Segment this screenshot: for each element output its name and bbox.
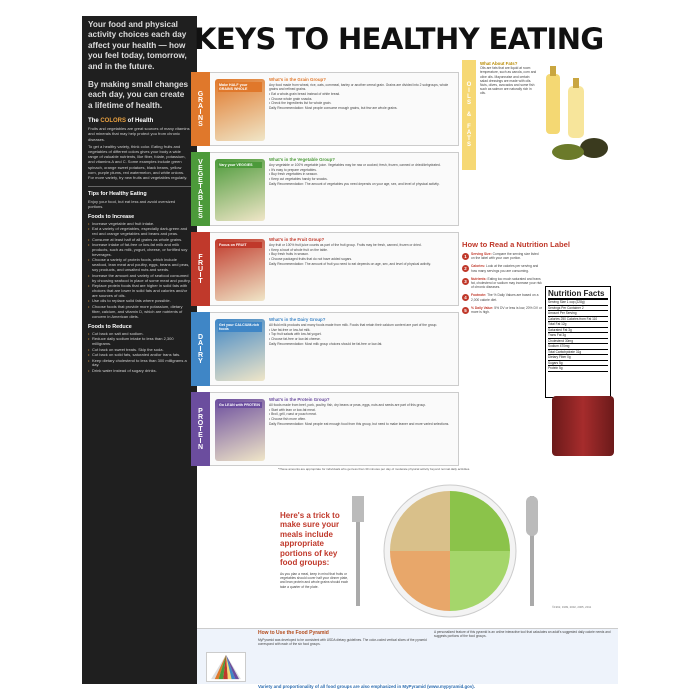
food-group-tab: DAIRY [191,312,210,386]
food-group-image [215,159,265,221]
step-text: Nutrients: Eating too much saturated and trans fat, cholesterol or sodium may increase your risk of chronic diseases. [471,276,542,290]
food-group-image [215,319,265,381]
step-number: 1 [462,253,469,260]
food-group-text [269,157,454,186]
food-group-tab: VEGETABLES [191,152,210,226]
food-group-image-label: Focus on FRUIT [218,242,262,248]
food-group-recommendation: Daily Recommendation: Most people eat enough food from this group, but need to make leaner and more varied selections. [269,421,450,426]
food-group-image [215,399,265,461]
food-group-recommendation: Daily Recommendation: The amount of fruit you need to eat depends on age, sex, and level of physical activity. [269,261,431,266]
food-group-text [269,397,454,426]
page-title: KEYS TO HEALTHY EATING [194,22,604,56]
nutrition-facts-row: Serving Size 1 cup (228g) [548,300,608,306]
food-group-tip: • Choose packaged fruits that do not have added sugars. [269,257,454,261]
nutrition-step [462,277,542,290]
food-group-fruit [197,232,459,306]
reduce-list [88,332,191,374]
reduce-item: • Cut back on sweet treats. Skip the soda. [88,348,191,353]
nutrition-facts-row: Dietary Fiber 0g [548,355,608,361]
nutrition-facts-row: Trans Fat 3g [548,333,608,339]
food-group-tip: • Start with lean or low-fat meat. [269,408,454,412]
step-number: 3 [462,278,469,285]
sidebar [82,16,197,684]
food-group-tip: • Check the ingredients list for whole grain. [269,101,454,105]
food-group-tip: • Choose whole grain snacks. [269,97,454,101]
increase-item: • Increase vegetable and fruit intake. [88,222,191,227]
increase-item: • Choose a variety of protein foods, which include seafood, lean meat and poultry, eggs, beans and peas, soy products, and unsalted nuts and seeds. [88,258,191,273]
nutrition-facts-label [545,286,611,398]
food-group-tip: • Eat a whole-grain bread instead of white bread. [269,92,454,96]
food-group-tip: • Broil, grill, roast or poach meat. [269,412,454,416]
food-group-tip: • Choose fish more often. [269,417,454,421]
reduce-item: • Reduce daily sodium intake to less than 2,300 milligrams. [88,337,191,347]
food-group-recommendation: Daily Recommendation: Most milk group choices should be fat-free or low-fat. [269,341,383,346]
increase-heading: Foods to Increase [88,213,135,220]
increase-item: • Increase the amount and variety of seafood consumed by choosing seafood in place of some meat and poultry. [88,274,191,284]
oils-heading: What About Fats? [480,61,518,66]
food-group-description: All fluid milk products and many foods made from milk. Foods that retain their calcium content are part of the group. [269,323,438,327]
trick-heading: Here's a trick to make sure your meals include appropriate portions of key food groups: [280,511,340,568]
food-group-tip: • Buy fresh vegetables in season. [269,172,454,176]
food-group-image-label: Get your CALCIUM-rich foods [218,322,262,332]
food-group-tip: • Use fat-free or low-fat milk. [269,328,454,332]
increase-item: • Use oils to replace solid fats where possible. [88,299,191,304]
colors-heading-highlight: COLORS [100,118,127,125]
trick-text: As you plan a meal, keep in mind that fruits or vegetables should cover half your dinner plate, and lean protein and whole grains should each take a quarter of the plate. [280,572,349,589]
food-group-tips [269,168,454,181]
nutrition-step [462,306,542,314]
colors-paragraph-1: Fruits and vegetables are great sources of many vitamins and minerals that may help protect you from chronic diseases. [88,126,190,142]
sidebar-intro-2: By making small changes each day, you can create a lifetime of health. [88,80,189,110]
reduce-item: • Cut back on solid fats, saturated and/or trans fats. [88,353,191,358]
nutrition-facts-row: Total Fat 12g [548,322,608,328]
food-group-description: Any fruit or 100% fruit juice counts as part of the fruit group. Fruits may be fresh, canned, frozen or dried. [269,243,422,247]
increase-item: • Consume at least half of all grains as whole grains. [88,238,191,243]
food-group-image-label: Vary your VEGGIES [218,162,262,168]
nutrition-facts-title: Nutrition Facts [548,289,608,300]
sidebar-divider [88,186,191,187]
food-group-text [269,77,454,110]
reduce-item: • Keep dietary cholesterol to less than 300 milligrams a day. [88,359,191,369]
step-text: Serving Size: Compare the serving size listed on the label with your own portion. [471,252,539,261]
nutrition-facts-row: Servings Per Container 2 [548,306,608,312]
food-group-tab: GRAINS [191,72,210,146]
nutrition-steps [462,252,542,318]
food-can-illustration [552,396,614,456]
food-group-heading: What's in the Vegetable Group? [269,157,335,162]
reduce-heading: Foods to Reduce [88,323,132,330]
food-group-image [215,239,265,301]
food-group-description: Any food made from wheat, rice, oats, cornmeal, barley or another cereal grain. Grains are divided into 2 subgroups, whole grains and refined grains. [269,83,449,92]
oils-body: Oils are fats that are liquid at room temperature, such as canola, corn and olive oils. Mayonnaise and certain salad dressings are made with oils. Nuts, olives, avocados and some fish such as salmon are naturally rich in oils. [480,66,537,96]
nutrition-facts-row: Saturated Fat 3g [548,328,608,334]
reduce-item: • Cut back on salt and sodium. [88,332,191,337]
step-text: Footnote: The % Daily Values are based on a 2,000 calorie diet. [471,293,539,302]
plate-illustration [350,476,550,626]
food-group-heading: What's in the Protein Group? [269,397,330,402]
step-text: Calories: Look at the calories per serving and how many servings you are consuming. [471,264,539,273]
nutrition-facts-row: Protein 5g [548,366,608,372]
food-group-tip: • Top fruit salads with low-fat yogurt. [269,332,454,336]
food-group-heading: What's in the Dairy Group? [269,317,326,322]
food-group-text [269,317,454,346]
food-group-tip: • Buy fresh fruits in season. [269,252,454,256]
food-group-image-label: Go LEAN with PROTEIN [218,402,262,408]
food-group-image-label: Make HALF your GRAINS WHOLE [218,82,262,92]
oil-bottles-illustration [538,64,618,164]
pyramid-heading: How to Use the Food Pyramid [258,630,329,636]
food-group-tip: • Keep cut vegetables handy for snacks. [269,177,454,181]
food-group-tip: • It's easy to prepare vegetables. [269,168,454,172]
oils-text [480,62,538,96]
food-group-tips [269,328,454,341]
pyramid-footer: Variety and proportionality of all food groups are also emphasized in MyPyramid (www.mypyramid.gov). [258,684,475,689]
food-group-dairy [197,312,459,386]
food-group-heading: What's in the Fruit Group? [269,237,325,242]
nutrition-step [462,264,542,272]
food-group-tips [269,248,454,261]
food-group-tips [269,92,454,105]
nutrition-step [462,252,542,260]
nutrition-facts-row: Sodium 470mg [548,344,608,350]
nutrition-facts-row: Calories 250 Calories from Fat 110 [548,317,608,323]
food-group-tips [269,408,454,421]
colors-paragraph-2: To get a healthy variety, think color. Eating fruits and vegetables of different colors gives your body a wide range of valuable nutrients, like fiber, folate, potassium, and vitamins A and C. Some examples include green spinach, orange sweet potatoes, black beans, yellow corn, purple plums, red watermelon, and white onions. For more variety, try new fruits and vegetables regularly. [88,143,188,181]
nutrition-facts-row: Sugars 5g [548,361,608,367]
nutrition-heading: How to Read a Nutrition Label [462,240,571,249]
food-group-recommendation: Daily Recommendation: Most people consume enough grains, but few are whole grains. [269,106,398,111]
pyramid-text: MyPyramid was developed to be consistent with USDA dietary guidelines. The color-coded vertical slices of the pyramid correspond with each of the six food groups. [258,638,427,647]
food-group-grains [197,72,459,146]
sidebar-intro: Your food and physical activity choices each day affect your health — how you feel today, tomorrow, and in the future. [88,20,187,71]
food-group-tip: • Keep a bowl of whole fruit on the table. [269,248,454,252]
copyright: ©1992, 1999, 2002, 2005, 2011 [552,605,592,609]
nutrition-facts-row: Total Carbohydrate 31g [548,350,608,356]
increase-item: • Replace protein foods that are higher in solid fats with choices that are lower in solid fats and calories and/or are sources of oils. [88,284,191,299]
food-group-protein [197,392,459,466]
food-group-description: All foods made from beef, pork, poultry, fish, dry beans or peas, eggs, nuts and seeds are part of this group. [269,403,426,407]
step-number: 2 [462,265,469,272]
increase-item: • Choose foods that provide more potassium, dietary fiber, calcium, and vitamin D, which are nutrients of concern in American diets. [88,305,191,320]
nutrition-facts-row: Cholesterol 30mg [548,339,608,345]
oils-panel [462,60,618,210]
poster [82,16,618,689]
food-group-image [215,79,265,141]
pyramid-text-2: A personalized feature of this pyramid is an online interactive tool that calculates an adult's suggested daily calorie needs and suggests portions of the food groups. [434,630,611,639]
step-number: 4 [462,294,469,301]
increase-list [88,222,191,320]
mypyramid-logo [206,652,246,682]
food-group-text [269,237,454,266]
footnote: *These amounts are appropriate for individuals who get less than 30 minutes per day of moderate physical activity beyond normal daily activities. [278,467,471,471]
tips-paragraph: Enjoy your food, but eat less and avoid oversized portions. [88,199,176,210]
increase-item: • Increase intake of fat-free or low-fat milk and milk products, such as milk, yogurt, cheese, or fortified soy beverages. [88,243,191,258]
food-group-tab: PROTEIN [191,392,210,466]
food-group-tab: FRUIT [191,232,210,306]
step-text: % Daily Value: 5% DV or less is low, 20% DV or more is high. [471,305,542,315]
food-group-tip: • Choose fat-free or low-fat cheese. [269,337,454,341]
increase-item: • Eat a variety of vegetables, especially dark-green and red and orange vegetables and beans and peas. [88,227,191,237]
nutrition-step [462,293,542,301]
food-group-description: Any vegetable or 100% vegetable juice. Vegetables may be raw or cooked; fresh, frozen, canned or dried/dehydrated. [269,163,441,167]
food-group-heading: What's in the Grain Group? [269,77,326,82]
tips-heading: Tips for Healthy Eating [88,191,147,198]
oils-tab: OILS & FATS [462,60,476,170]
food-group-vegetables [197,152,459,226]
step-number: 5 [462,307,469,314]
colors-heading: The COLORS of Health [88,118,154,125]
food-group-recommendation: Daily Recommendation: The amount of vegetables you need depends on your age, sex, and level of physical activity. [269,181,440,186]
reduce-item: • Drink water instead of sugary drinks. [88,369,191,374]
nutrition-facts-row: Amount Per Serving [548,311,608,317]
